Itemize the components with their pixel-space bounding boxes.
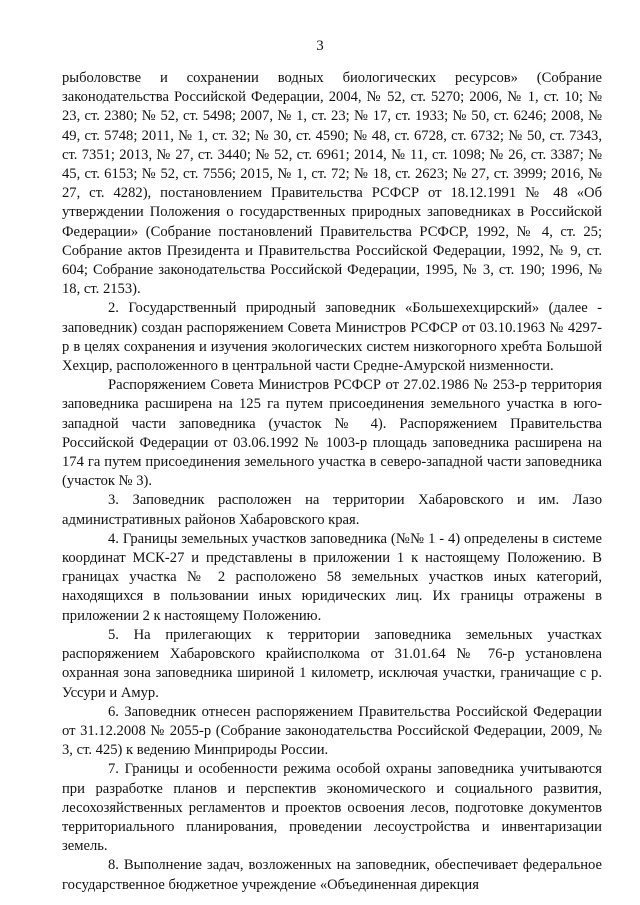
- paragraph-item-5: 5. На прилегающих к территории заповедника земельных участках распоряжением Хабаровского крайисполкома от 31.01.64 № 76-р установлена охранная зона заповедника шириной 1 километр, исключая участки, граничащие с р. Уссури и Амур.: [62, 626, 602, 701]
- document-body: [62, 69, 602, 895]
- paragraph-item-8: 8. Выполнение задач, возложенных на заповедник, обеспечивает федеральное государственное бюджетное учреждение «Объединенная дирекция: [62, 857, 602, 893]
- paragraph-continuation: рыболовстве и сохранении водных биологических ресурсов» (Собрание законодательства Российской Федерации, 2004, № 52, ст. 5270; 2006, № 1, ст. 10; № 23, ст. 2380; № 52, ст. 5498; 2007, № 1, ст. 23; № 17, ст. 1933; № 50, ст. 6246; 2008, № 49, ст. 5748; 2011, № 1, ст. 32; № 30, ст. 4590; № 48, ст. 6728, ст. 6732; № 50, ст. 7343, ст. 7351; 2013, № 27, ст. 3440; № 52, ст. 6961; 2014, № 11, ст. 1098; № 26, ст. 3387; № 45, ст. 6153; № 52, ст. 7556; 2015, № 1, ст. 72; № 18, ст. 2623; № 27, ст. 3999; 2016, № 27, ст. 4282), постановлением Правительства РСФСР от 18.12.1991 № 48 «Об утверждении Положения о государственных природных заповедниках в Российской Федерации» (Собрание постановлений Правительства РСФСР, 1992, № 4, ст. 25; Собрание актов Президента и Правительства Российской Федерации, 1992, № 9, ст. 604; Собрание законодательства Российской Федерации, 1995, № 3, ст. 190; 1996, № 18, ст. 2153).: [62, 70, 602, 298]
- paragraph-item-3: 3. Заповедник расположен на территории Хабаровского и им. Лазо административных районов Хабаровского края.: [62, 492, 602, 528]
- paragraph-item-7: 7. Границы и особенности режима особой охраны заповедника учитываются при разработке планов и перспектив экономического и социального развития, лесохозяйственных регламентов и проектов освоения лесов, подготовке документов территориального планирования, проведении лесоустройства и инвентаризации земель.: [62, 761, 602, 855]
- paragraph-item-2-extension: Распоряжением Совета Министров РСФСР от 27.02.1986 № 253-р территория заповедника расширена на 125 га путем присоединения земельного участка в юго-западной части заповедника (участок № 4). Распоряжением Правительства Российской Федерации от 03.06.1992 № 1003-р площадь заповедника расширена на 174 га путем присоединения земельного участка в северо-западной части заповедника (участок № 3).: [62, 377, 602, 490]
- paragraph-item-4: 4. Границы земельных участков заповедника (№№ 1 - 4) определены в системе координат МСК-27 и представлены в приложении 1 к настоящему Положению. В границах участка № 2 расположено 58 земельных участков иных категорий, находящихся в пользовании иных юридических лиц. Их границы отражены в приложении 2 к настоящему Положению.: [62, 530, 602, 624]
- page-number: 3: [316, 38, 324, 54]
- paragraph-item-6: 6. Заповедник отнесен распоряжением Правительства Российской Федерации от 31.12.2008 № 2055-р (Собрание законодательства Российской Федерации, 2009, № 3, ст. 425) к ведению Минприроды России.: [62, 703, 602, 759]
- paragraph-item-2: 2. Государственный природный заповедник «Большехехцирский» (далее - заповедник) создан распоряжением Совета Министров РСФСР от 03.10.1963 № 4297-р в целях сохранения и изучения экологических систем низкогорного хребта Большой Хехцир, расположенного в центральной части Средне-Амурской низменности.: [62, 300, 602, 375]
